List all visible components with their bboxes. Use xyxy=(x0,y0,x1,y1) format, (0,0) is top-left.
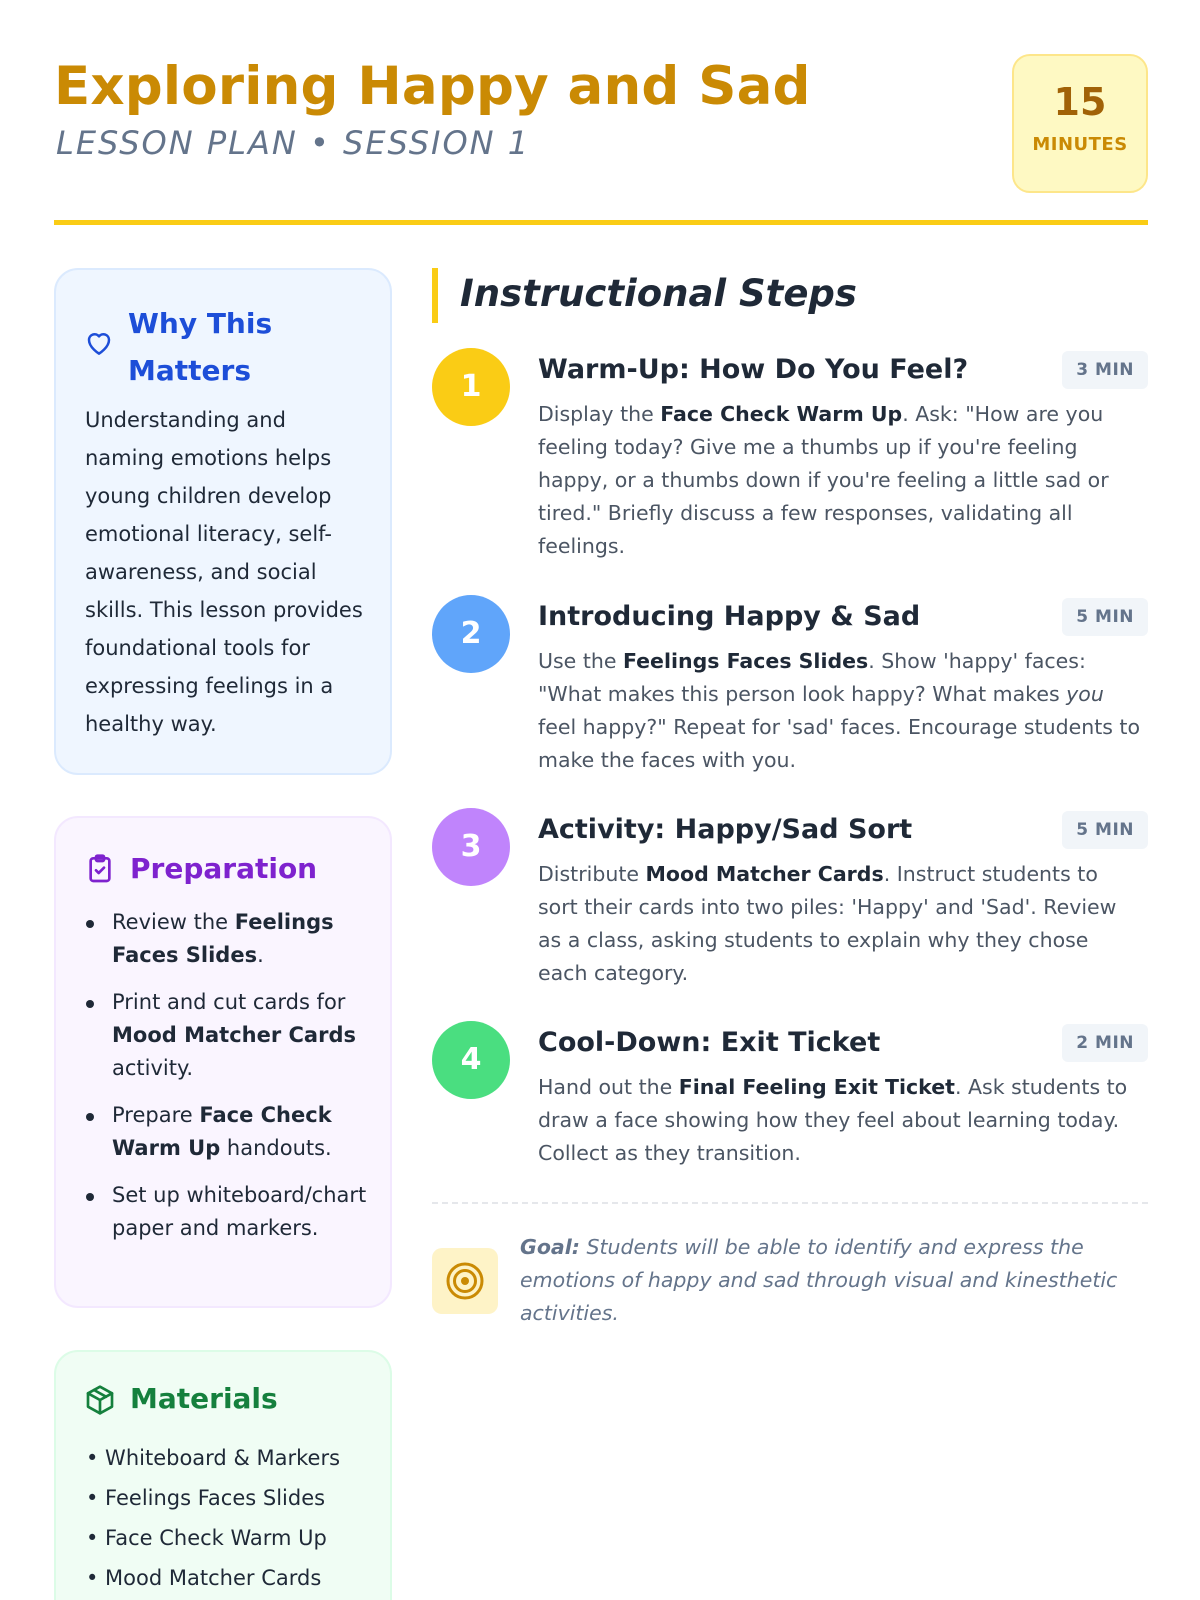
step-description: Hand out the Final Feeling Exit Ticket. Ask students to draw a face showing how they feel about learning today. Collect as they transition. xyxy=(538,1075,1128,1165)
step-description: Use the Feelings Faces Slides. Show 'happy' faces: "What makes this person look happy? What makes you feel happy?" Repeat for 'sad' faces. Encourage students to make the faces with you. xyxy=(538,649,1141,772)
page-subtitle: LESSON PLAN • SESSION 1 xyxy=(56,124,531,162)
step-1 xyxy=(432,348,1148,568)
why-title: Why This Matters xyxy=(128,307,273,387)
list-item: • Mood Matcher Cards xyxy=(86,1566,322,1590)
why-this-matters-card xyxy=(54,268,392,775)
list-item: • Face Check Warm Up xyxy=(86,1526,327,1550)
step-title: Warm-Up: How Do You Feel? xyxy=(538,354,969,385)
step-duration-badge: 5 MIN xyxy=(1062,811,1148,849)
step-3 xyxy=(432,808,1148,998)
box-icon xyxy=(84,1384,116,1416)
preparation-list xyxy=(84,906,374,1259)
duration-badge xyxy=(1012,54,1148,193)
lesson-plan-page xyxy=(54,0,1148,1600)
list-item: • Feelings Faces Slides xyxy=(86,1486,326,1510)
step-4 xyxy=(432,1021,1148,1181)
step-duration-badge: 2 MIN xyxy=(1062,1024,1148,1062)
goal-statement xyxy=(520,1231,1148,1330)
page-title: Exploring Happy and Sad xyxy=(54,56,811,117)
heart-icon xyxy=(84,328,114,358)
goal-label: Goal: xyxy=(520,1235,580,1259)
step-description: Distribute Mood Matcher Cards. Instruct students to sort their cards into two piles: 'Happy' and 'Sad'. Review as a class, asking students to explain why they chose each category. xyxy=(538,862,1117,985)
step-duration-badge: 3 MIN xyxy=(1062,351,1148,389)
preparation-card xyxy=(54,816,392,1308)
step-number: 3 xyxy=(432,808,510,886)
duration-unit: MINUTES xyxy=(1032,134,1128,155)
step-description: Display the Face Check Warm Up. Ask: "How are you feeling today? Give me a thumbs up if you're feeling happy, or a thumbs down if you're feeling a little sad or tired." Briefly discuss a few responses, validating all feelings. xyxy=(538,402,1109,558)
why-text: Understanding and naming emotions helps young children develop emotional literacy, self-awareness, and social skills. This lesson provides foundational tools for expressing feelings in a healthy way. xyxy=(85,408,363,736)
header xyxy=(54,54,1148,194)
steps-heading xyxy=(432,268,1148,323)
materials-list xyxy=(86,1438,376,1598)
step-duration-badge: 5 MIN xyxy=(1062,598,1148,636)
goal-text: Students will be able to identify and express the emotions of happy and sad through visual and kinesthetic activities. xyxy=(520,1235,1118,1325)
list-item: Print and cut cards for Mood Matcher Cards activity. xyxy=(84,986,374,1085)
step-number: 1 xyxy=(432,348,510,426)
step-number: 4 xyxy=(432,1021,510,1099)
duration-value: 15 xyxy=(1053,80,1107,124)
header-divider xyxy=(54,220,1148,225)
step-number: 2 xyxy=(432,595,510,673)
step-2 xyxy=(432,595,1148,785)
list-item: Set up whiteboard/chart paper and markers. xyxy=(84,1179,374,1245)
goal-icon-box xyxy=(432,1248,498,1314)
materials-card xyxy=(54,1350,392,1600)
clipboard-check-icon xyxy=(84,852,116,886)
list-item: Review the Feelings Faces Slides. xyxy=(84,906,374,972)
step-title: Cool-Down: Exit Ticket xyxy=(538,1027,881,1058)
preparation-title: Preparation xyxy=(130,852,318,885)
list-item: Prepare Face Check Warm Up handouts. xyxy=(84,1099,374,1165)
steps-title: Instructional Steps xyxy=(460,272,857,315)
list-item: • Whiteboard & Markers xyxy=(86,1446,341,1470)
step-title: Activity: Happy/Sad Sort xyxy=(538,814,913,845)
steps-divider xyxy=(432,1202,1148,1204)
materials-title: Materials xyxy=(130,1382,278,1415)
step-title: Introducing Happy & Sad xyxy=(538,601,921,632)
target-icon xyxy=(432,1248,498,1314)
